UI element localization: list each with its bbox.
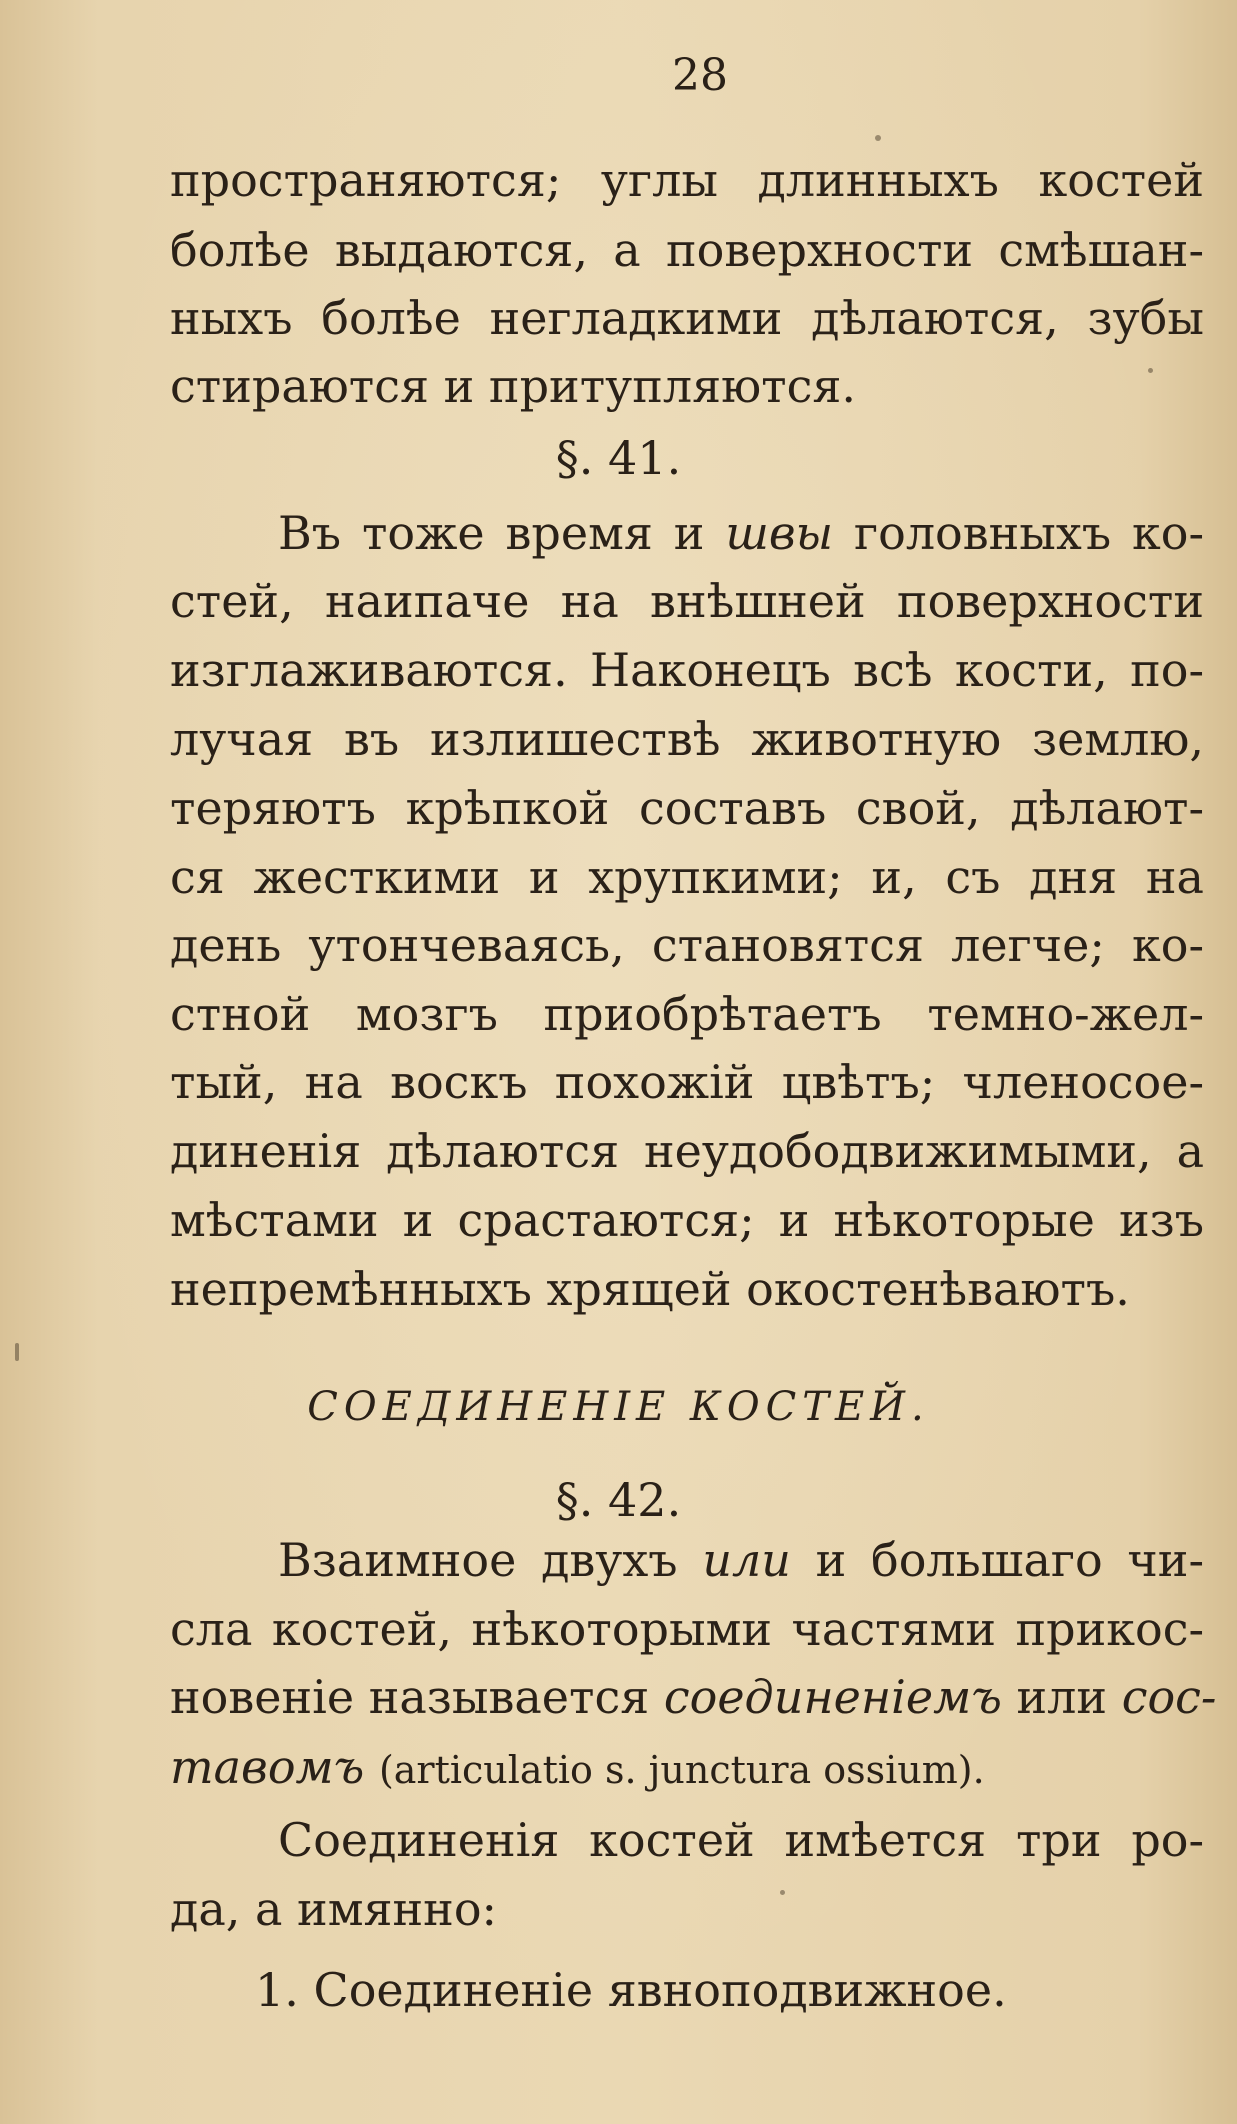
text-line: изглаживаются. Наконецъ всѣ кости, по- <box>170 643 1204 697</box>
paper-speck <box>875 135 881 141</box>
italic-term: или <box>702 1533 791 1587</box>
paper-speck <box>780 1890 785 1895</box>
text-segment: Взаимное двухъ <box>278 1533 678 1587</box>
text-segment: головныхъ ко- <box>854 506 1204 560</box>
italic-term: соединеніемъ <box>663 1670 1002 1724</box>
text-line <box>278 1530 1204 1590</box>
text-line: тый, на воскъ похожій цвѣтъ; членосое- <box>170 1055 1204 1109</box>
text-segment: Въ тоже время и <box>278 506 705 560</box>
text-line <box>170 1737 1204 1797</box>
section-number-42: §. 42. <box>555 1473 682 1527</box>
text-line: болѣе выдаются, а поверхности смѣшан- <box>170 223 1204 277</box>
list-item: 1. Соединеніе явноподвижное. <box>255 1963 1007 2017</box>
text-line: непремѣнныхъ хрящей окостенѣваютъ. <box>170 1262 1130 1316</box>
text-line: стей, наипаче на внѣшней поверхности <box>170 574 1204 628</box>
text-line <box>170 1667 1217 1727</box>
text-line: день утончеваясь, становятся легче; ко- <box>170 918 1204 972</box>
text-segment: или <box>1016 1670 1108 1724</box>
paper-speck <box>1148 368 1153 373</box>
text-line: пространяются; углы длинныхъ костей <box>170 153 1204 207</box>
text-line: да, а имянно: <box>170 1882 498 1936</box>
text-line: стираются и притупляются. <box>170 359 857 413</box>
italic-term: швы <box>725 506 834 560</box>
text-line: Соединенія костей имѣется три ро- <box>278 1813 1204 1867</box>
text-line: мѣстами и срастаются; и нѣкоторые изъ <box>170 1193 1204 1247</box>
text-segment: новеніе называется <box>170 1670 650 1724</box>
text-line: ныхъ болѣе негладкими дѣлаются, зубы <box>170 291 1204 345</box>
text-line: ся жесткими и хрупкими; и, съ дня на <box>170 850 1204 904</box>
italic-term: сос- <box>1121 1670 1217 1724</box>
text-line: теряютъ крѣпкой составъ свой, дѣлают- <box>170 781 1204 835</box>
text-line: диненія дѣлаются неудободвижимыми, а <box>170 1124 1204 1178</box>
section-heading: СОЕДИНЕНІЕ КОСТЕЙ. <box>307 1384 930 1430</box>
paper-speck <box>15 1343 19 1361</box>
section-number-41: §. 41. <box>555 431 682 485</box>
text-line: стной мозгъ приобрѣтаетъ темно-жел- <box>170 987 1204 1041</box>
text-segment: и большаго чи- <box>815 1533 1205 1587</box>
page-number: 28 <box>672 50 728 101</box>
text-line <box>278 503 1204 563</box>
text-line: лучая въ излишествѣ животную землю, <box>170 712 1204 766</box>
text-line: сла костей, нѣкоторыми частями прикос- <box>170 1602 1204 1656</box>
latin-term: (articulatio s. junctura ossium). <box>378 1748 985 1792</box>
italic-term: тавомъ <box>170 1740 365 1794</box>
